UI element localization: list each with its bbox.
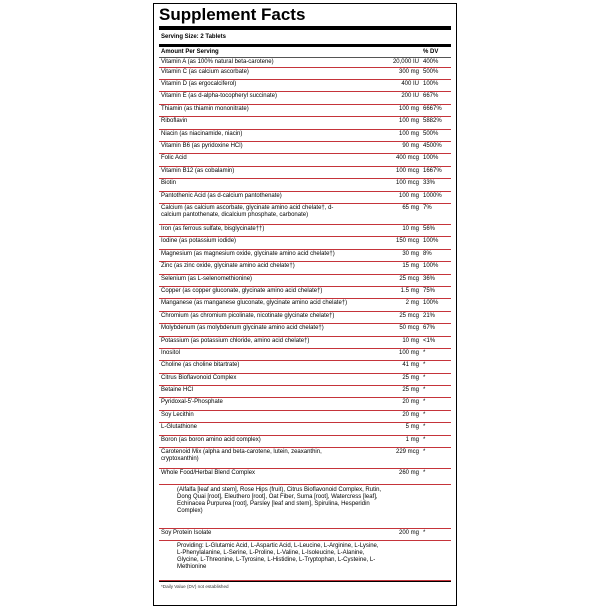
- nutrient-name: Folic Acid: [161, 155, 187, 162]
- nutrient-amount: 200 mg: [398, 530, 419, 537]
- nutrient-amount: 5 mg: [405, 424, 419, 431]
- nutrient-row: [159, 337, 451, 349]
- nutrient-dv: 100%: [423, 263, 439, 270]
- nutrient-dv: 6667%: [423, 105, 442, 112]
- nutrient-amount: 100 mg: [398, 130, 419, 137]
- nutrient-row: [159, 386, 451, 398]
- nutrient-dv: 36%: [423, 275, 436, 282]
- nutrient-dv: *: [423, 362, 426, 369]
- nutrient-name: Citrus Bioflavonoid Complex: [161, 374, 237, 381]
- nutrient-amount: 20 mg: [402, 411, 419, 418]
- nutrient-name: Soy Lecithin: [161, 411, 194, 418]
- nutrient-name: Vitamin C (as calcium ascorbate): [161, 68, 249, 75]
- nutrient-amount: 15 mg: [402, 263, 419, 270]
- nutrient-row: [159, 105, 451, 117]
- nutrient-amount: 200 IU: [401, 93, 419, 100]
- nutrient-name: Boron (as boron amino acid complex): [161, 436, 261, 443]
- nutrient-dv: 1667%: [423, 167, 442, 174]
- nutrient-amount: 1.5 mg: [400, 287, 419, 294]
- nutrient-row: [159, 398, 451, 410]
- nutrient-row: [159, 58, 451, 68]
- nutrient-name: Vitamin A (as 100% natural beta-carotene): [161, 59, 274, 65]
- nutrient-row: [159, 299, 451, 311]
- nutrient-dv: 75%: [423, 287, 436, 294]
- nutrient-name: Vitamin E (as d-alpha-tocopheryl succinate): [161, 93, 277, 100]
- nutrient-amount: 400 mcg: [395, 155, 419, 162]
- nutrient-amount: 100 mg: [398, 118, 419, 125]
- nutrient-dv: 1000%: [423, 192, 442, 199]
- nutrient-row: [159, 448, 451, 469]
- column-header: [159, 47, 451, 58]
- nutrient-amount: 50 mcg: [399, 325, 419, 332]
- nutrient-dv: 5882%: [423, 118, 442, 125]
- nutrient-dv: 7%: [423, 204, 432, 211]
- nutrient-dv: *: [423, 349, 426, 356]
- nutrient-dv: *: [423, 424, 426, 431]
- herbal-blend-ingredients: (Alfalfa [leaf and stem], Rose Hips (fruit), Citrus Bioflavonoid Complex, Rutin, Dong Quai [root], Eleuthero [root], Oat Fiber, Suma [root], Watercress [leaf], Echinacea Purpurea [root], Parsley [leaf and stem], Spirulina, Hesperidin Complex): [159, 485, 451, 529]
- nutrient-amount: 20,000 IU: [392, 59, 419, 65]
- nutrient-amount: 30 mg: [402, 250, 419, 257]
- nutrient-row: [159, 324, 451, 336]
- nutrient-amount: 41 mg: [402, 362, 419, 369]
- nutrient-row: [159, 250, 451, 262]
- nutrient-dv: 500%: [423, 130, 439, 137]
- nutrient-dv: *: [423, 449, 426, 456]
- nutrient-name: Biotin: [161, 180, 177, 187]
- nutrient-dv: 100%: [423, 238, 439, 245]
- nutrient-dv: *: [423, 470, 426, 477]
- nutrient-row: [159, 167, 451, 179]
- nutrient-dv: 56%: [423, 225, 436, 232]
- nutrient-row: [159, 349, 451, 361]
- nutrient-dv: 667%: [423, 93, 439, 100]
- nutrient-name: Choline (as choline bitartrate): [161, 362, 240, 369]
- nutrient-row: [159, 275, 451, 287]
- nutrient-row: [159, 154, 451, 166]
- nutrient-dv: *: [423, 399, 426, 406]
- nutrient-dv: 4500%: [423, 143, 442, 150]
- nutrient-row: [159, 179, 451, 191]
- nutrient-amount: 25 mcg: [399, 275, 419, 282]
- nutrient-name: Thiamin (as thiamin mononitrate): [161, 105, 249, 112]
- nutrient-name: Chromium (as chromium picolinate, nicotinate glycinate chelate†): [161, 312, 335, 319]
- nutrient-row: [159, 68, 451, 80]
- nutrient-amount: 25 mcg: [399, 312, 419, 319]
- nutrient-list: [159, 58, 451, 485]
- nutrient-amount: 100 mcg: [395, 167, 419, 174]
- nutrient-row: [159, 80, 451, 92]
- nutrient-name: Vitamin D (as ergocalciferol): [161, 81, 237, 88]
- nutrient-amount: 90 mg: [402, 143, 419, 150]
- nutrient-amount: 100 mg: [398, 192, 419, 199]
- nutrient-dv: 400%: [423, 59, 439, 65]
- nutrient-row: [159, 374, 451, 386]
- nutrient-row: [159, 130, 451, 142]
- nutrient-amount: 229 mcg: [395, 449, 419, 456]
- nutrient-row: [159, 225, 451, 237]
- nutrient-name: Vitamin B6 (as pyridoxine HCl): [161, 143, 243, 150]
- nutrient-name: L-Glutathione: [161, 424, 198, 431]
- nutrient-dv: *: [423, 436, 426, 443]
- nutrient-amount: 25 mg: [402, 374, 419, 381]
- nutrient-dv: 100%: [423, 300, 439, 307]
- nutrient-row: [159, 423, 451, 435]
- nutrient-row: [159, 361, 451, 373]
- nutrient-amount: 10 mg: [402, 337, 419, 344]
- nutrient-name: Iron (as ferrous sulfate, bisglycinate††): [161, 225, 265, 232]
- nutrient-name: Carotenoid Mix (alpha and beta-carotene, lutein, zeaxanthin, cryptoxanthin): [161, 449, 322, 463]
- nutrient-name: Iodine (as potassium iodide): [161, 238, 237, 245]
- nutrient-amount: 300 mg: [398, 68, 419, 75]
- nutrient-row: [159, 287, 451, 299]
- nutrient-amount: 100 mg: [398, 105, 419, 112]
- nutrient-name: Potassium (as potassium chloride, amino acid chelate†): [161, 337, 310, 344]
- nutrient-amount: 100 mcg: [395, 180, 419, 187]
- nutrient-amount: 20 mg: [402, 399, 419, 406]
- nutrient-dv: 21%: [423, 312, 436, 319]
- nutrient-dv: *: [423, 387, 426, 394]
- nutrient-row: [159, 312, 451, 324]
- nutrient-amount: 65 mg: [402, 204, 419, 211]
- nutrient-name: Pantothenic Acid (as d-calcium pantothenate): [161, 192, 282, 199]
- nutrient-amount: 400 IU: [401, 81, 419, 88]
- nutrient-name: Selenium (as L-selenomethionine): [161, 275, 253, 282]
- nutrient-row: [159, 92, 451, 104]
- nutrient-name: Calcium (as calcium ascorbate, glycinate amino acid chelate†, d- calcium pantothenate, dicalcium phosphate, carbonate): [161, 204, 334, 218]
- nutrient-name: Soy Protein Isolate: [161, 530, 212, 537]
- nutrient-amount: 1 mg: [405, 436, 419, 443]
- nutrient-amount: 260 mg: [398, 470, 419, 477]
- nutrient-amount: 10 mg: [402, 225, 419, 232]
- nutrient-name: Betaine HCl: [161, 387, 194, 394]
- nutrient-name: Magnesium (as magnesium oxide, glycinate amino acid chelate†): [161, 250, 335, 257]
- nutrient-name: Niacin (as niacinamide, niacin): [161, 130, 243, 137]
- serving-size: Serving Size: 2 Tablets: [161, 34, 226, 40]
- nutrient-row: [159, 117, 451, 129]
- nutrient-row: [159, 204, 451, 225]
- nutrient-dv: 100%: [423, 155, 439, 162]
- nutrient-amount: 2 mg: [405, 300, 419, 307]
- nutrient-row: [159, 262, 451, 274]
- nutrient-name: Riboflavin: [161, 118, 188, 125]
- nutrient-dv: <1%: [423, 337, 436, 344]
- panel-title: Supplement Facts: [159, 5, 306, 24]
- nutrient-dv: 67%: [423, 325, 436, 332]
- nutrient-row: [159, 436, 451, 448]
- nutrient-row: [159, 529, 451, 541]
- nutrient-name: Pyridoxal-5'-Phosphate: [161, 399, 223, 406]
- nutrient-dv: *: [423, 374, 426, 381]
- nutrient-dv: 33%: [423, 180, 436, 187]
- nutrient-dv: *: [423, 411, 426, 418]
- nutrient-row: [159, 142, 451, 154]
- nutrient-row: [159, 469, 451, 485]
- nutrient-row: [159, 411, 451, 423]
- nutrient-dv: *: [423, 530, 426, 537]
- supplement-facts-panel: [153, 3, 457, 606]
- daily-value-footnote: *Daily Value (DV) not established: [159, 581, 451, 589]
- nutrient-dv: 100%: [423, 81, 439, 88]
- dv-header: % DV: [423, 49, 439, 55]
- nutrient-dv: 8%: [423, 250, 432, 257]
- nutrient-dv: 500%: [423, 68, 439, 75]
- nutrient-row: [159, 192, 451, 204]
- nutrient-name: Inositol: [161, 349, 181, 356]
- nutrient-amount: 100 mg: [398, 349, 419, 356]
- nutrient-name: Whole Food/Herbal Blend Complex: [161, 470, 256, 477]
- amount-header: Amount Per Serving: [161, 49, 219, 55]
- nutrient-name: Copper (as copper gluconate, glycinate amino acid chelate†): [161, 287, 323, 294]
- nutrient-name: Vitamin B12 (as cobalamin): [161, 167, 235, 174]
- nutrient-row: [159, 237, 451, 249]
- nutrient-name: Zinc (as zinc oxide, glycinate amino acid chelate†): [161, 263, 295, 270]
- nutrient-name: Molybdenum (as molybdenum glycinate amino acid chelate†): [161, 325, 324, 332]
- nutrient-amount: 150 mcg: [395, 238, 419, 245]
- soy-amino-acids: Providing: L-Glutamic Acid, L-Aspartic Acid, L-Leucine, L-Arginine, L-Lysine, L-Phenylalanine, L-Serine, L-Proline, L-Valine, L-Isoleucine, L-Alanine, Glycine, L-Threonine, L-Tyrosine, L-Histidine, L-Tryptophan, L-Cysteine, L-Methionine: [159, 541, 451, 581]
- nutrient-amount: 25 mg: [402, 387, 419, 394]
- nutrient-name: Manganese (as manganese gluconate, glycinate amino acid chelate†): [161, 300, 348, 307]
